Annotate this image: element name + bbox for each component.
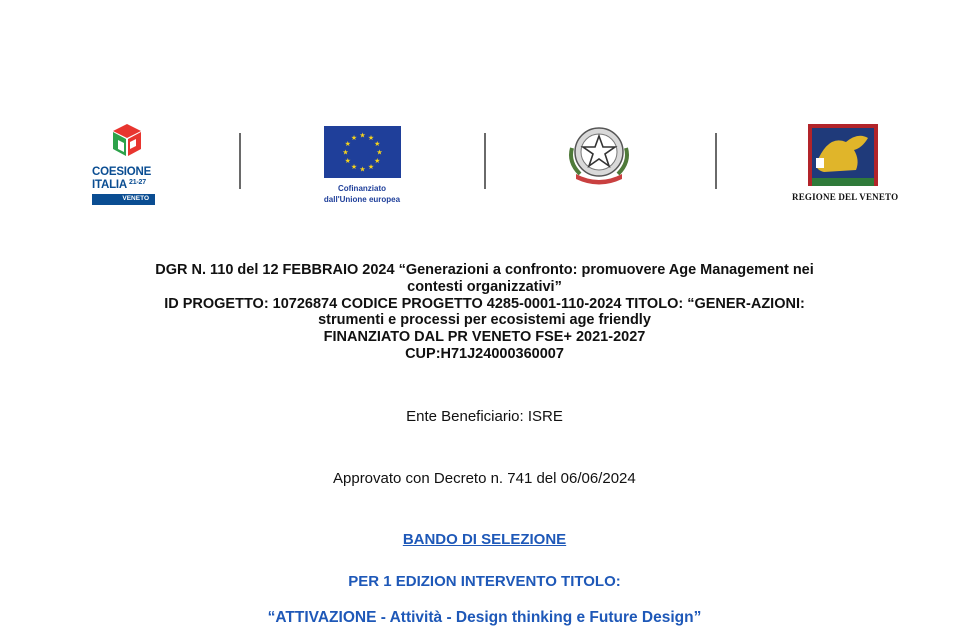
eu-star-icon: ★: [350, 134, 358, 142]
eu-star-icon: ★: [367, 164, 375, 172]
cup-line: CUP:H71J24000360007: [405, 345, 564, 362]
approvato-decreto: Approvato con Decreto n. 741 del 06/06/2024: [333, 470, 636, 487]
eu-star-icon: ★: [350, 164, 358, 172]
financing-line: FINANZIATO DAL PR VENETO FSE+ 2021-2027: [323, 329, 646, 346]
project-id-line: ID PROGETTO: 10726874 CODICE PROGETTO 4285-0001-110-2024 TITOLO: “GENER-AZIONI:: [164, 295, 805, 312]
logo-divider: [239, 133, 241, 189]
eu-star-icon: ★: [344, 141, 351, 148]
eu-caption-line2: dall'Unione europea: [323, 195, 401, 204]
eu-flag-icon: [324, 126, 401, 178]
eu-star-icon: ★: [342, 149, 349, 157]
regione-veneto-logo: [792, 124, 899, 202]
coesione-years: 21-27: [129, 179, 146, 186]
eu-star-icon: ★: [374, 158, 381, 165]
coesione-italia-logo: [92, 122, 172, 208]
logo-divider: [715, 133, 717, 189]
dgr-line1: DGR N. 110 del 12 FEBBRAIO 2024 “Generazioni a confronto: promuovere Age Management nei: [155, 262, 814, 278]
bando-title-text: BANDO DI SELEZIONE: [402, 531, 567, 548]
eu-star-icon: ★: [367, 134, 375, 142]
coesione-region-bar: [92, 194, 155, 205]
coesione-cube-icon: [109, 122, 145, 162]
veneto-caption: REGIONE DEL VENETO: [792, 192, 899, 202]
ente-beneficiario: Ente Beneficiario: ISRE: [406, 408, 563, 425]
winged-lion-icon: [802, 124, 880, 188]
logo-bar: [0, 0, 969, 230]
edizione-line: PER 1 EDIZION INTERVENTO TITOLO:: [348, 573, 621, 590]
eu-caption-line1: Cofinanziato: [338, 184, 386, 193]
eu-star-icon: ★: [344, 158, 351, 165]
dgr-line2: contesti organizzativi”: [407, 278, 562, 295]
coesione-region: VENETO: [122, 195, 149, 202]
italian-republic-emblem: [562, 118, 636, 195]
coesione-line1: COESIONE: [92, 166, 152, 178]
eu-star-icon: ★: [376, 149, 383, 157]
coesione-line2: ITALIA $^{21-27}$: [92, 179, 146, 191]
emblem-icon: [562, 118, 636, 190]
bando-title: [0, 531, 969, 548]
project-title-line: strumenti e processi per ecosistemi age friendly: [318, 312, 651, 329]
intervento-title: “ATTIVAZIONE - Attività - Design thinking e Future Design”: [267, 609, 702, 626]
document-header: [0, 262, 969, 363]
eu-star-icon: ★: [359, 132, 366, 140]
eu-star-icon: ★: [374, 141, 381, 148]
logo-divider: [484, 133, 486, 189]
eu-star-icon: ★: [359, 166, 366, 174]
